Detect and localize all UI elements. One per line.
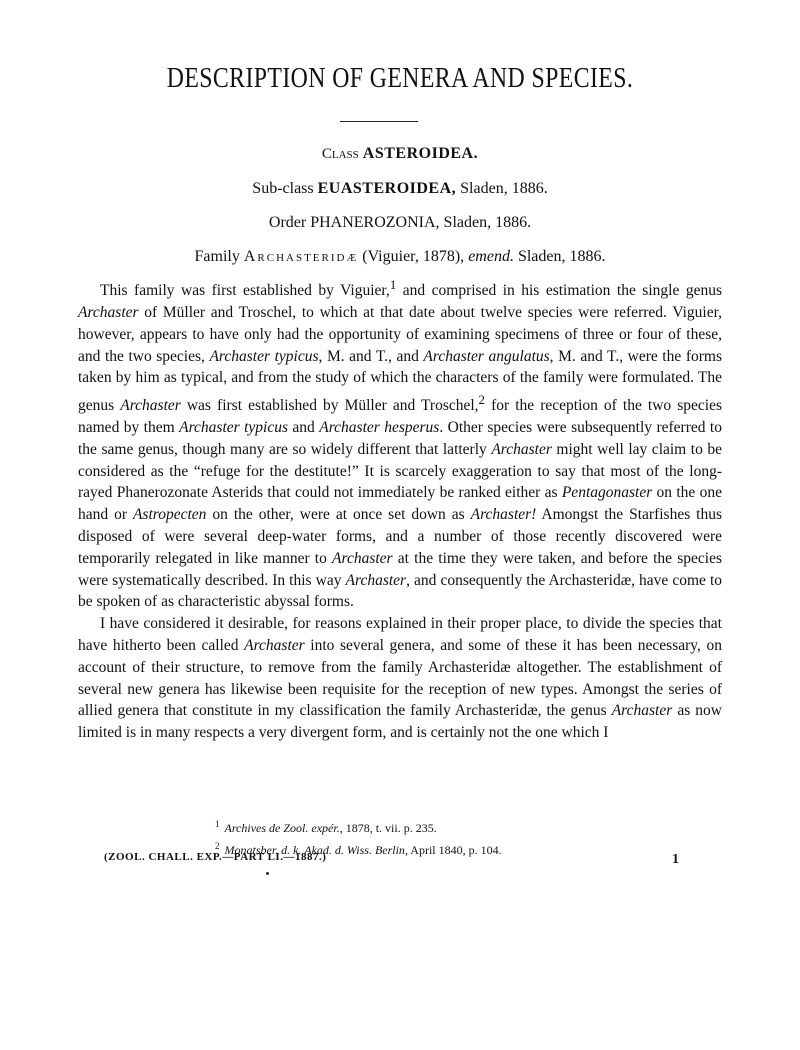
family-heading — [0, 248, 800, 266]
text-run: as now limited is in many respects a very divergent form, and is certainly not the one which I — [78, 702, 723, 742]
subclass-name: EUASTEROIDEA, — [317, 180, 457, 197]
order-name: PHANEROZONIA, — [310, 214, 440, 231]
text-run: on the one hand or — [78, 484, 722, 524]
italic-run: Archaster — [332, 549, 393, 567]
text-run: at the time they were taken, and before the species were systematically described. In this way — [78, 549, 722, 589]
body-text — [78, 274, 722, 744]
family-prefix: Family — [194, 248, 240, 265]
text-run: Amongst the Starfishes thus disposed of were several deep-water forms, and a number of those recently discovered were temporarily relegated in like manner to — [78, 506, 723, 567]
page-number: 1 — [672, 852, 679, 867]
italic-run: Archaster — [491, 440, 552, 458]
text-run: , and consequently the Archasteridæ, have come to be spoken of as characteristic abyssal forms. — [78, 571, 723, 611]
footnote-text: , April 1840, p. 104. — [404, 843, 502, 857]
signature-line: (ZOOL. CHALL. EXP.—PART LI.—1887.) — [104, 851, 327, 863]
subclass-prefix: Sub-class — [252, 180, 314, 197]
italic-run: Archaster — [120, 397, 181, 415]
footnote-mark: 1 — [215, 819, 220, 829]
footnote-source: Archives de Zool. expér. — [224, 821, 340, 835]
text-run: might well lay claim to be considered as the “refuge for the destitute!” It is scarcely exaggeration to say that most of the long-rayed Phanerozonate Asterids that could not immediately be ranked either as — [78, 440, 722, 502]
text-run: . Other species were subsequently referred to the same genus, though many are so widely different that latterly — [78, 419, 722, 458]
subclass-heading — [0, 180, 800, 198]
text-run: and — [288, 419, 320, 437]
text-run: , M. and T., were the forms taken by him as typical, and from the study of which the characters of the family were formulated. The genus — [78, 347, 722, 415]
italic-run: Archaster typicus — [179, 419, 288, 437]
class-name: ASTEROIDEA. — [362, 145, 479, 162]
family-emend: emend. — [468, 248, 514, 265]
footnote-ref-2: 2 — [478, 392, 485, 408]
order-heading — [0, 214, 800, 232]
family-name: Archasteridæ — [243, 248, 359, 265]
print-dot — [266, 872, 269, 875]
italic-run: Archaster hesperus — [319, 419, 440, 437]
text-run: for the reception of the two species named by them — [78, 397, 722, 437]
text-run: into several genera, and some of these it has been necessary, on account of their structure, to remove from the family Archasteridæ altogether. The establishment of several new genera has likewise been requisite for the reception of new types. Amongst the series of allied genera that constitute in my classification the family Archasteridæ, the genus — [78, 637, 723, 720]
text-run: and comprised in his estimation the single genus — [396, 282, 722, 300]
family-author: (Viguier, 1878), — [362, 248, 465, 265]
italic-run: Archaster angulatus — [423, 347, 550, 365]
italic-run: Archaster typicus — [209, 347, 319, 365]
footnote-mark: 2 — [215, 841, 220, 851]
italic-run: Archaster — [78, 303, 139, 321]
footnote-text: , 1878, t. vii. p. 235. — [339, 821, 437, 835]
text-run: , M. and T., and — [318, 347, 424, 365]
italic-run: Astropecten — [132, 506, 207, 524]
title-rule — [340, 121, 418, 122]
subclass-author: Sladen, 1886. — [460, 180, 548, 197]
order-prefix: Order — [268, 214, 307, 231]
class-heading — [0, 145, 800, 163]
text-run: on the other, were at once set down as — [206, 506, 471, 524]
italic-run: Pentagonaster — [561, 484, 653, 502]
text-run: of Müller and Troschel, to which at that date about twelve species were referred. Viguier, however, appears to have only had the opportunity of examining specimens of three or four of these, and the two species, — [78, 303, 722, 365]
footnote-ref-1: 1 — [389, 277, 397, 292]
italic-run: Archaster — [244, 637, 305, 655]
paragraph-2 — [78, 613, 722, 744]
italic-run: Archaster — [611, 702, 673, 720]
family-author-2: Sladen, 1886. — [517, 248, 606, 265]
footnote-source: Monatsber. d. k. Akad. d. Wiss. Berlin — [224, 843, 405, 857]
order-author: Sladen, 1886. — [443, 214, 532, 231]
text-run: I have considered it desirable, for reasons explained in their proper place, to divide the species that have hitherto been called — [78, 615, 722, 655]
text-run: was first established by Müller and Troschel, — [180, 397, 479, 415]
text-run: This family was first established by Viguier, — [100, 282, 390, 300]
page-title: DESCRIPTION OF GENERA AND SPECIES. — [166, 62, 634, 94]
class-prefix: Class — [321, 146, 359, 162]
italic-run: Archaster — [345, 571, 407, 589]
italic-run: Archaster! — [470, 506, 537, 524]
footnote-1 — [215, 815, 502, 837]
paragraph-1 — [78, 274, 722, 613]
